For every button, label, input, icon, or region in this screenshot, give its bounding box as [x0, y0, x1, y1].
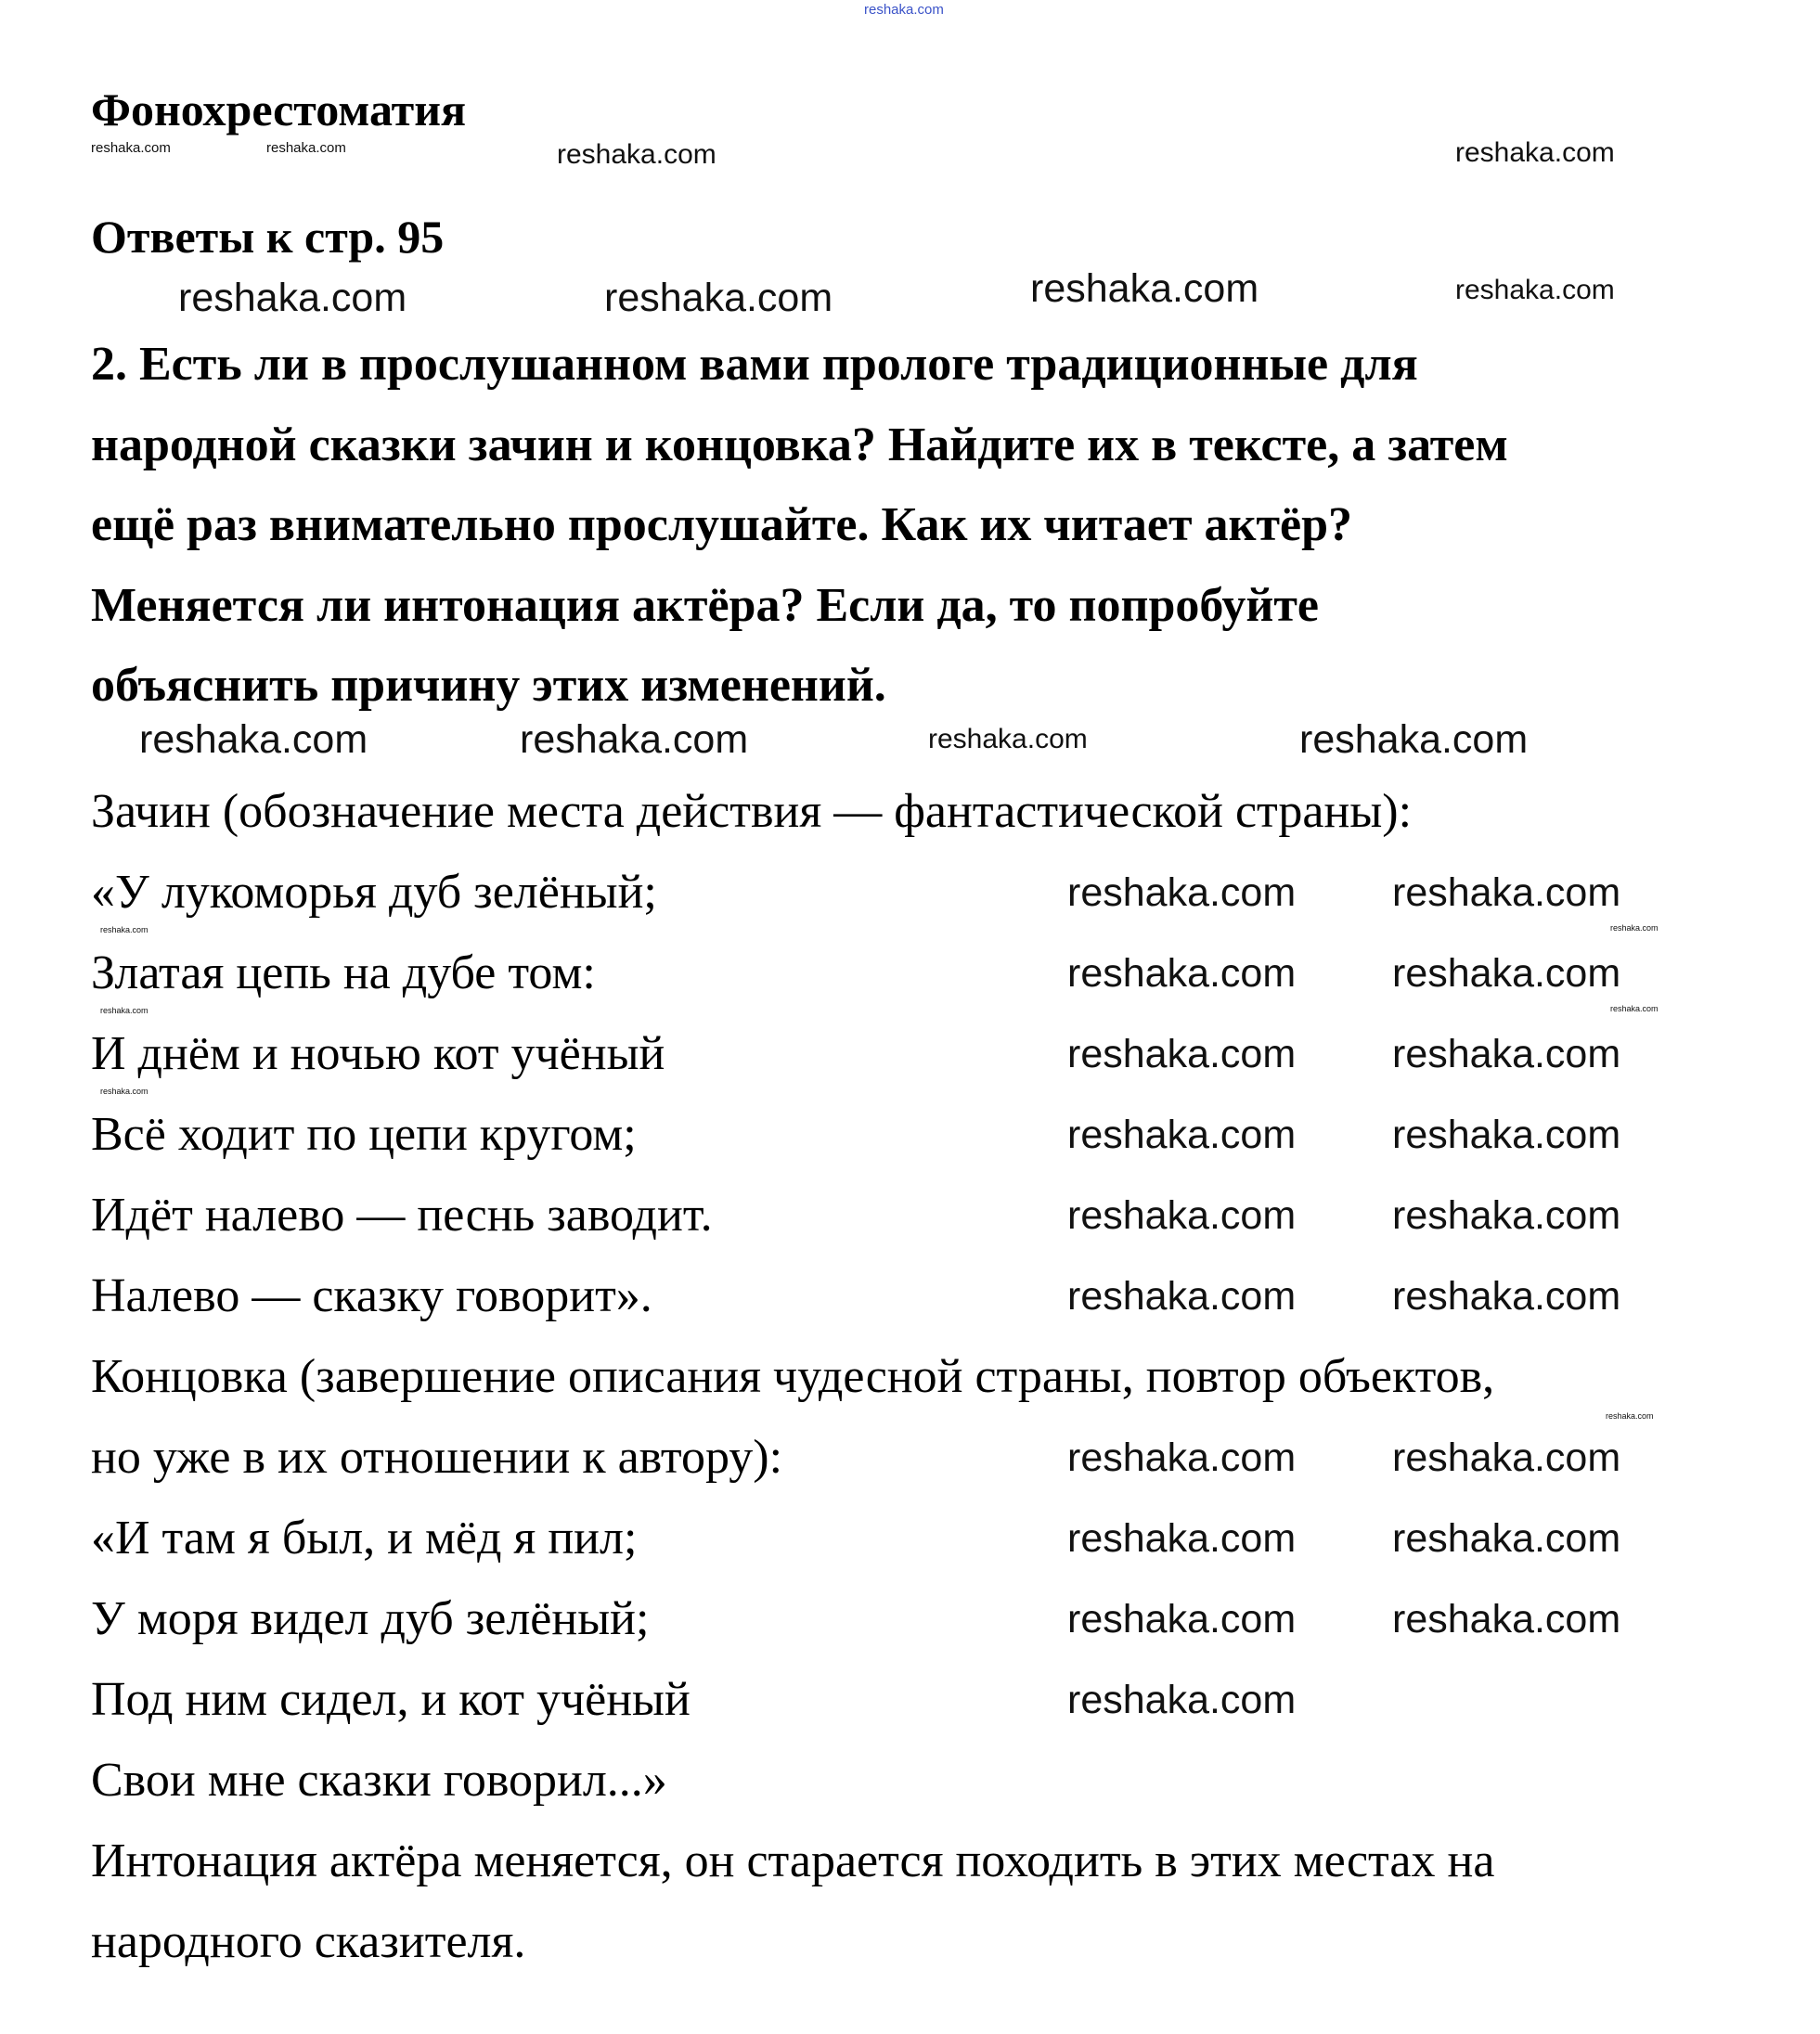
watermark-text: reshaka.com: [266, 140, 346, 156]
watermark-text: reshaka.com: [928, 724, 1088, 754]
watermark-text: reshaka.com: [91, 140, 171, 156]
answer-line: «И там я был, и мёд я пил;: [91, 1512, 638, 1564]
watermark-text: reshaka.com: [178, 276, 407, 320]
question-line: объяснить причину этих изменений.: [91, 659, 886, 712]
watermark-text: reshaka.com: [1067, 1032, 1297, 1076]
answer-line: «У лукоморья дуб зелёный;: [91, 866, 657, 919]
answer-line: но уже в их отношении к автору):: [91, 1431, 783, 1484]
answer-line: Свои мне сказки говорил...»: [91, 1754, 667, 1807]
watermark-text: reshaka.com: [1067, 870, 1297, 915]
watermark-text: reshaka.com: [1067, 1435, 1297, 1480]
watermark-text: reshaka.com: [1392, 1597, 1621, 1641]
watermark-text: reshaka.com: [557, 139, 716, 170]
watermark-text: reshaka.com: [1299, 717, 1529, 762]
answer-line: Всё ходит по цепи кругом;: [91, 1108, 637, 1161]
question-line: 2. Есть ли в прослушанном вами прологе традиционные для: [91, 338, 1418, 391]
watermark-text: reshaka.com: [1067, 1678, 1297, 1722]
answer-line: Интонация актёра меняется, он старается походить в этих местах на: [91, 1834, 1495, 1887]
watermark-text: reshaka.com: [520, 717, 749, 762]
watermark-text: reshaka.com: [100, 1006, 148, 1015]
answer-line: Концовка (завершение описания чудесной страны, повтор объектов,: [91, 1350, 1495, 1403]
watermark-text: reshaka.com: [1067, 1113, 1297, 1157]
answer-line: И днём и ночью кот учёный: [91, 1027, 665, 1080]
watermark-text: reshaka.com: [139, 717, 368, 762]
answer-line: Под ним сидел, и кот учёный: [91, 1673, 691, 1726]
watermark-text: reshaka.com: [1392, 951, 1621, 996]
watermark-text: reshaka.com: [1067, 1597, 1297, 1641]
watermark-text: reshaka.com: [1067, 1193, 1297, 1238]
watermark-text: reshaka.com: [1610, 1004, 1659, 1013]
watermark-text: reshaka.com: [1030, 266, 1259, 311]
watermark-text: reshaka.com: [1606, 1411, 1654, 1421]
page-title: Фонохрестоматия: [91, 84, 467, 135]
watermark-text: reshaka.com: [1610, 923, 1659, 933]
watermark-text: reshaka.com: [1067, 951, 1297, 996]
watermark-text: reshaka.com: [1392, 1113, 1621, 1157]
answer-line: Златая цепь на дубе том:: [91, 946, 596, 999]
watermark-text: reshaka.com: [100, 1087, 148, 1096]
watermark-text: reshaka.com: [604, 276, 833, 320]
watermark-text: reshaka.com: [1392, 1516, 1621, 1561]
watermark-text: reshaka.com: [1392, 1274, 1621, 1319]
watermark-text: reshaka.com: [864, 2, 944, 18]
answer-line: У моря видел дуб зелёный;: [91, 1592, 650, 1645]
answer-line: народного сказителя.: [91, 1915, 526, 1968]
watermark-text: reshaka.com: [1392, 870, 1621, 915]
question-line: Меняется ли интонация актёра? Если да, то попробуйте: [91, 579, 1319, 632]
question-line: народной сказки зачин и концовка? Найдите их в тексте, а затем: [91, 418, 1508, 471]
question-line: ещё раз внимательно прослушайте. Как их читает актёр?: [91, 498, 1353, 551]
watermark-text: reshaka.com: [1455, 137, 1615, 168]
watermark-text: reshaka.com: [1392, 1193, 1621, 1238]
answers-heading: Ответы к стр. 95: [91, 211, 445, 263]
watermark-text: reshaka.com: [1455, 275, 1615, 305]
answer-line: Идёт налево — песнь заводит.: [91, 1189, 713, 1242]
watermark-text: reshaka.com: [1392, 1435, 1621, 1480]
answer-line: Налево — сказку говорит».: [91, 1269, 652, 1322]
answer-line: Зачин (обозначение места действия — фантастической страны):: [91, 785, 1413, 838]
watermark-text: reshaka.com: [1392, 1032, 1621, 1076]
watermark-text: reshaka.com: [100, 925, 148, 934]
watermark-text: reshaka.com: [1067, 1274, 1297, 1319]
watermark-text: reshaka.com: [1067, 1516, 1297, 1561]
